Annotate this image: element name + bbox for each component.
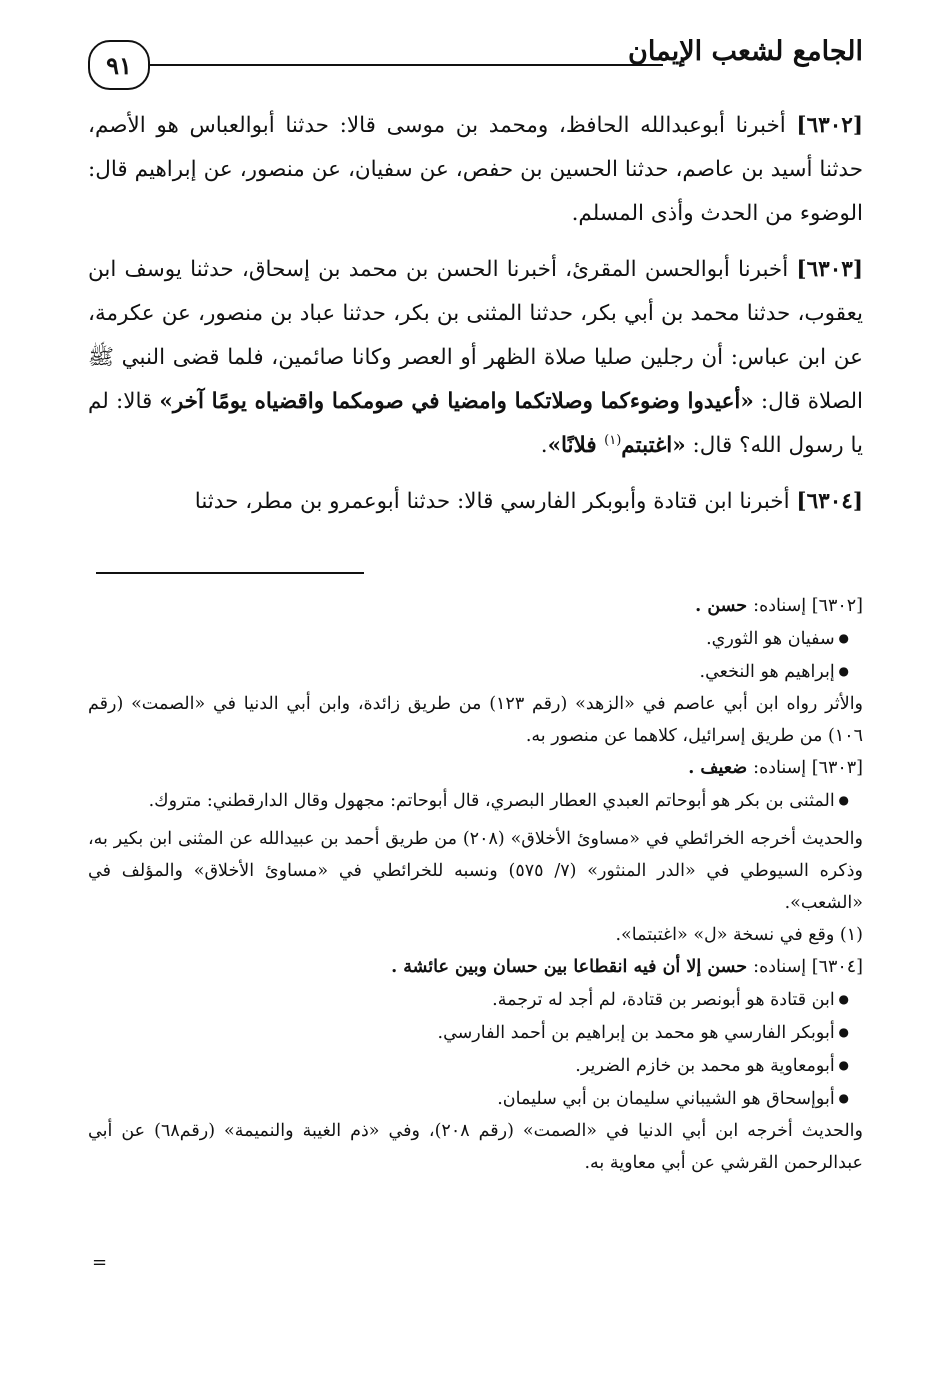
note-paragraph: والحديث أخرجه ابن أبي الدنيا في «الصمت» (رقم ٢٠٨)، وفي «ذم الغيبة والنميمة» (رقم٦٨) عن أبي عبدالرحمن القرشي عن أبي معاوية به. bbox=[88, 1121, 863, 1173]
hadith-text: أخبرنا ابن قتادة وأبوبكر الفارسي قالا: حدثنا أبوعمرو بن مطر، حدثنا bbox=[194, 489, 797, 514]
note-label: [٦٣٠٤] إسناده: bbox=[753, 957, 863, 977]
hadith-text-cont: قالا: لم يا رسول الله؟ قال: bbox=[88, 389, 863, 458]
footnote-1: (١) وقع في نسخة «ل» «اغتبتما». bbox=[615, 925, 863, 945]
note-grade: حسن إلا أن فيه انقطاعا بين حسان وبين عائشة . bbox=[391, 957, 754, 977]
note-bullet: ● سفيان هو الثوري. bbox=[88, 622, 863, 655]
hadith-text: أخبرنا أبوالحسن المقرئ، أخبرنا الحسن بن محمد بن إسحاق، حدثنا يوسف ابن يعقوب، حدثنا محمد بن أبي بكر، حدثنا المثنى بن بكر، حدثنا عباد بن منصور، عن عكرمة، عن ابن عباس: أن رجلين صليا صلاة الظهر أو العصر وكانا صائمين، فلما قضى النبي ﷺ الصلاة قال: bbox=[88, 257, 863, 414]
note-paragraph: والأثر رواه ابن أبي عاصم في «الزهد» (رقم ١٢٣) من طريق زائدة، وابن أبي الدنيا في «الصمت» (رقم ١٠٦) من طريق إسرائيل، كلاهما عن منصور به. bbox=[88, 694, 864, 746]
hadith-6304 bbox=[88, 480, 863, 524]
page-number: ٩١ bbox=[88, 40, 150, 90]
note-grade: حسن . bbox=[695, 596, 754, 616]
note-bullet: ● أبوبكر الفارسي هو محمد بن إبراهيم بن أحمد الفارسي. bbox=[88, 1016, 863, 1049]
prophet-quote: «أعيدوا وضوءكما وصلاتكما وامضيا في صومكما واقضياه يومًا آخر» bbox=[159, 389, 754, 414]
note-bullet: ● المثنى بن بكر هو أبوحاتم العبدي العطار البصري، قال أبوحاتم: مجهول وقال الدارقطني: متروك. bbox=[88, 784, 863, 817]
hadith-end: . bbox=[540, 433, 548, 458]
footnote-marker: (١) bbox=[604, 432, 622, 448]
note-paragraph: والحديث أخرجه الخرائطي في «مساوئ الأخلاق» (٢٠٨) من طريق أحمد بن عبيدالله عن المثنى ابن بكير به، وذكره السيوطي في «الدر المنثور» (٧/ ٥٧٥) ونسبه للخرائطي في «مساوئ الأخلاق» والمؤلف في «الشعب». bbox=[88, 829, 863, 913]
hadith-number: [٦٣٠٤] bbox=[796, 489, 863, 514]
note-grade: ضعيف . bbox=[688, 758, 754, 778]
hadith-6302 bbox=[88, 104, 863, 236]
footnote-separator bbox=[96, 572, 364, 574]
footnotes bbox=[88, 590, 863, 1179]
note-bullet: ● إبراهيم هو النخعي. bbox=[88, 655, 863, 688]
note-6302-heading bbox=[88, 590, 863, 622]
header-rule bbox=[148, 64, 663, 66]
hadith-6303 bbox=[88, 248, 863, 468]
main-text bbox=[88, 104, 863, 536]
continuation-mark: = bbox=[92, 1252, 108, 1273]
book-title: الجامع لشعب الإيمان bbox=[628, 36, 863, 67]
prophet-quote-2a: «اغتبتم bbox=[621, 433, 686, 458]
note-6304-heading bbox=[88, 951, 863, 983]
hadith-number: [٦٣٠٣] bbox=[796, 257, 863, 282]
page-header bbox=[88, 34, 863, 98]
note-bullet: ● ابن قتادة هو أبونصر بن قتادة، لم أجد له ترجمة. bbox=[88, 983, 863, 1016]
note-6303-heading bbox=[88, 752, 863, 784]
note-bullet: ● أبوإسحاق هو الشيباني سليمان بن أبي سليمان. bbox=[88, 1082, 863, 1115]
hadith-text: أخبرنا أبوعبدالله الحافظ، ومحمد بن موسى قالا: حدثنا أبوالعباس هو الأصم، حدثنا أسيد بن عاصم، حدثنا الحسين بن حفص، عن سفيان، عن منصور، عن إبراهيم قال: الوضوء من الحدث وأذى المسلم. bbox=[88, 113, 863, 226]
prophet-quote-2b: فلانًا» bbox=[547, 433, 605, 458]
note-label: [٦٣٠٢] إسناده: bbox=[753, 596, 863, 616]
note-label: [٦٣٠٣] إسناده: bbox=[753, 758, 863, 778]
hadith-number: [٦٣٠٢] bbox=[796, 113, 863, 138]
note-bullet: ● أبومعاوية هو محمد بن خازم الضرير. bbox=[88, 1049, 863, 1082]
